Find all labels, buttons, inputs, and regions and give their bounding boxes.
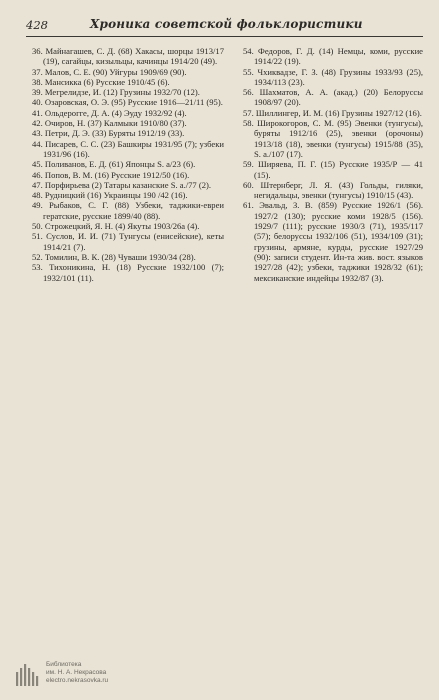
index-entry: 41. Ольдерогге, Д. А. (4) Эуду 1932/92 (4). (32, 107, 187, 118)
index-entry: 43. Петри, Д. Э. (33) Буряты 1912/19 (33). (32, 128, 185, 139)
footer-line-2: им. Н. А. Некрасова (46, 669, 107, 676)
index-entry: 60. Штернберг, Л. Я. (43) Гольды, гиляки, негидальцы, эвенки (тунгусы) 1910/15 (43). (243, 179, 423, 201)
library-footer (46, 661, 108, 685)
index-entry: 57. Шиллингер, И. М. (16) Грузины 1927/12 (16). (243, 107, 422, 118)
index-entry: 40. Озаровская, О. Э. (95) Русские 1916—21/11 (95). (32, 97, 223, 108)
index-entry: 37. Малов, С. Е. (90) Уйгуры 1909/69 (90). (32, 66, 187, 77)
index-entry: 52. Томилин, В. К. (28) Чуваши 1930/34 (28). (32, 251, 196, 262)
page-header (26, 14, 423, 37)
footer-line-1: Библиотека (46, 661, 82, 668)
index-entry: 36. Майнагашев, С. Д. (68) Хакасы, шорцы 1913/17 (19), сагайцы, кизыльцы, качинцы 1914/20 (49). (32, 46, 224, 67)
index-entry: 56. Шахматов, А. А. (акад.) (20) Белоруссы 1908/97 (20). (243, 87, 423, 108)
running-title: Хроника советской фольклористики (90, 17, 363, 31)
footer-line-3: electro.nekrasovka.ru (46, 677, 109, 684)
index-entry: 59. Ширяева, П. Г. (15) Русские 1935/Р — 41 (15). (243, 159, 423, 180)
index-entry: 38. Мансикка (6) Русские 1910/45 (6). (32, 76, 170, 87)
index-entry: 53. Тихоникина, Н. (18) Русские 1932/100 (7); 1932/101 (11). (32, 262, 224, 283)
index-entry: 45. Поливанов, Е. Д. (61) Японцы S. a/23 (6). (32, 159, 196, 170)
right-column (243, 46, 423, 283)
index-entry: 39. Мегрелидзе, И. (12) Грузины 1932/70 (12). (32, 87, 200, 98)
index-entry: 42. Очиров, Н. (37) Калмыки 1910/80 (37). (32, 118, 187, 129)
index-entry: 61. Эвальд, З. В. (859) Русские 1926/1 (56). 1927/2 (130); русские коми 1928/5 (156). 1929/7 (111); русские 1930/3 (71), 1935/117 (57); белоруссы 1932/106 (51), 1934/109 (31); грузины, армяне, курды, русские 1927/29 (90): записи студент. Ин-та жив. вост. языков 1927/28 (42); узбеки, таджики 1928/32 (61); мексиканские индейцы 1932/87 (3). (243, 200, 423, 283)
index-entry: 50. Строжецкий, Я. Н. (4) Якуты 1903/26а (4). (32, 221, 200, 232)
index-entry: 47. Порфирьева (2) Татары казанские S. a./77 (2). (32, 179, 212, 190)
index-entry: 46. Попов, В. М. (16) Русские 1912/50 (16). (32, 169, 190, 180)
index-entry: 51. Суслов, И. И. (71) Тунгусы (енисейские), кеты 1914/21 (7). (32, 231, 224, 252)
page-number: 428 (26, 18, 48, 32)
index-entry: 55. Чхиквадзе, Г. З. (48) Грузины 1933/93 (25), 1934/113 (23). (243, 66, 423, 87)
index-entry: 58. Широкогоров, С. М. (95) Эвенки (тунгусы), буряты 1912/16 (25), эвенки (орочоны) 1913/18 (18), эвенки (тунгусы) 1915/88 (35), S. a./107 (17). (243, 118, 423, 159)
index-entry: 44. Писарев, С. С. (23) Башкиры 1931/95 (7); узбеки 1931/96 (16). (32, 138, 224, 159)
index-entry: 48. Рудницкий (16) Украинцы 190 /42 (16). (32, 190, 188, 201)
index-entry: 49. Рыбаков, С. Г. (88) Узбеки, таджики-евреи гератские, русские 1899/40 (88). (32, 200, 224, 221)
left-column (32, 46, 224, 283)
library-logo (14, 660, 44, 688)
index-entry: 54. Федоров, Г. Д. (14) Немцы, коми, русские 1914/22 (19). (243, 46, 423, 67)
